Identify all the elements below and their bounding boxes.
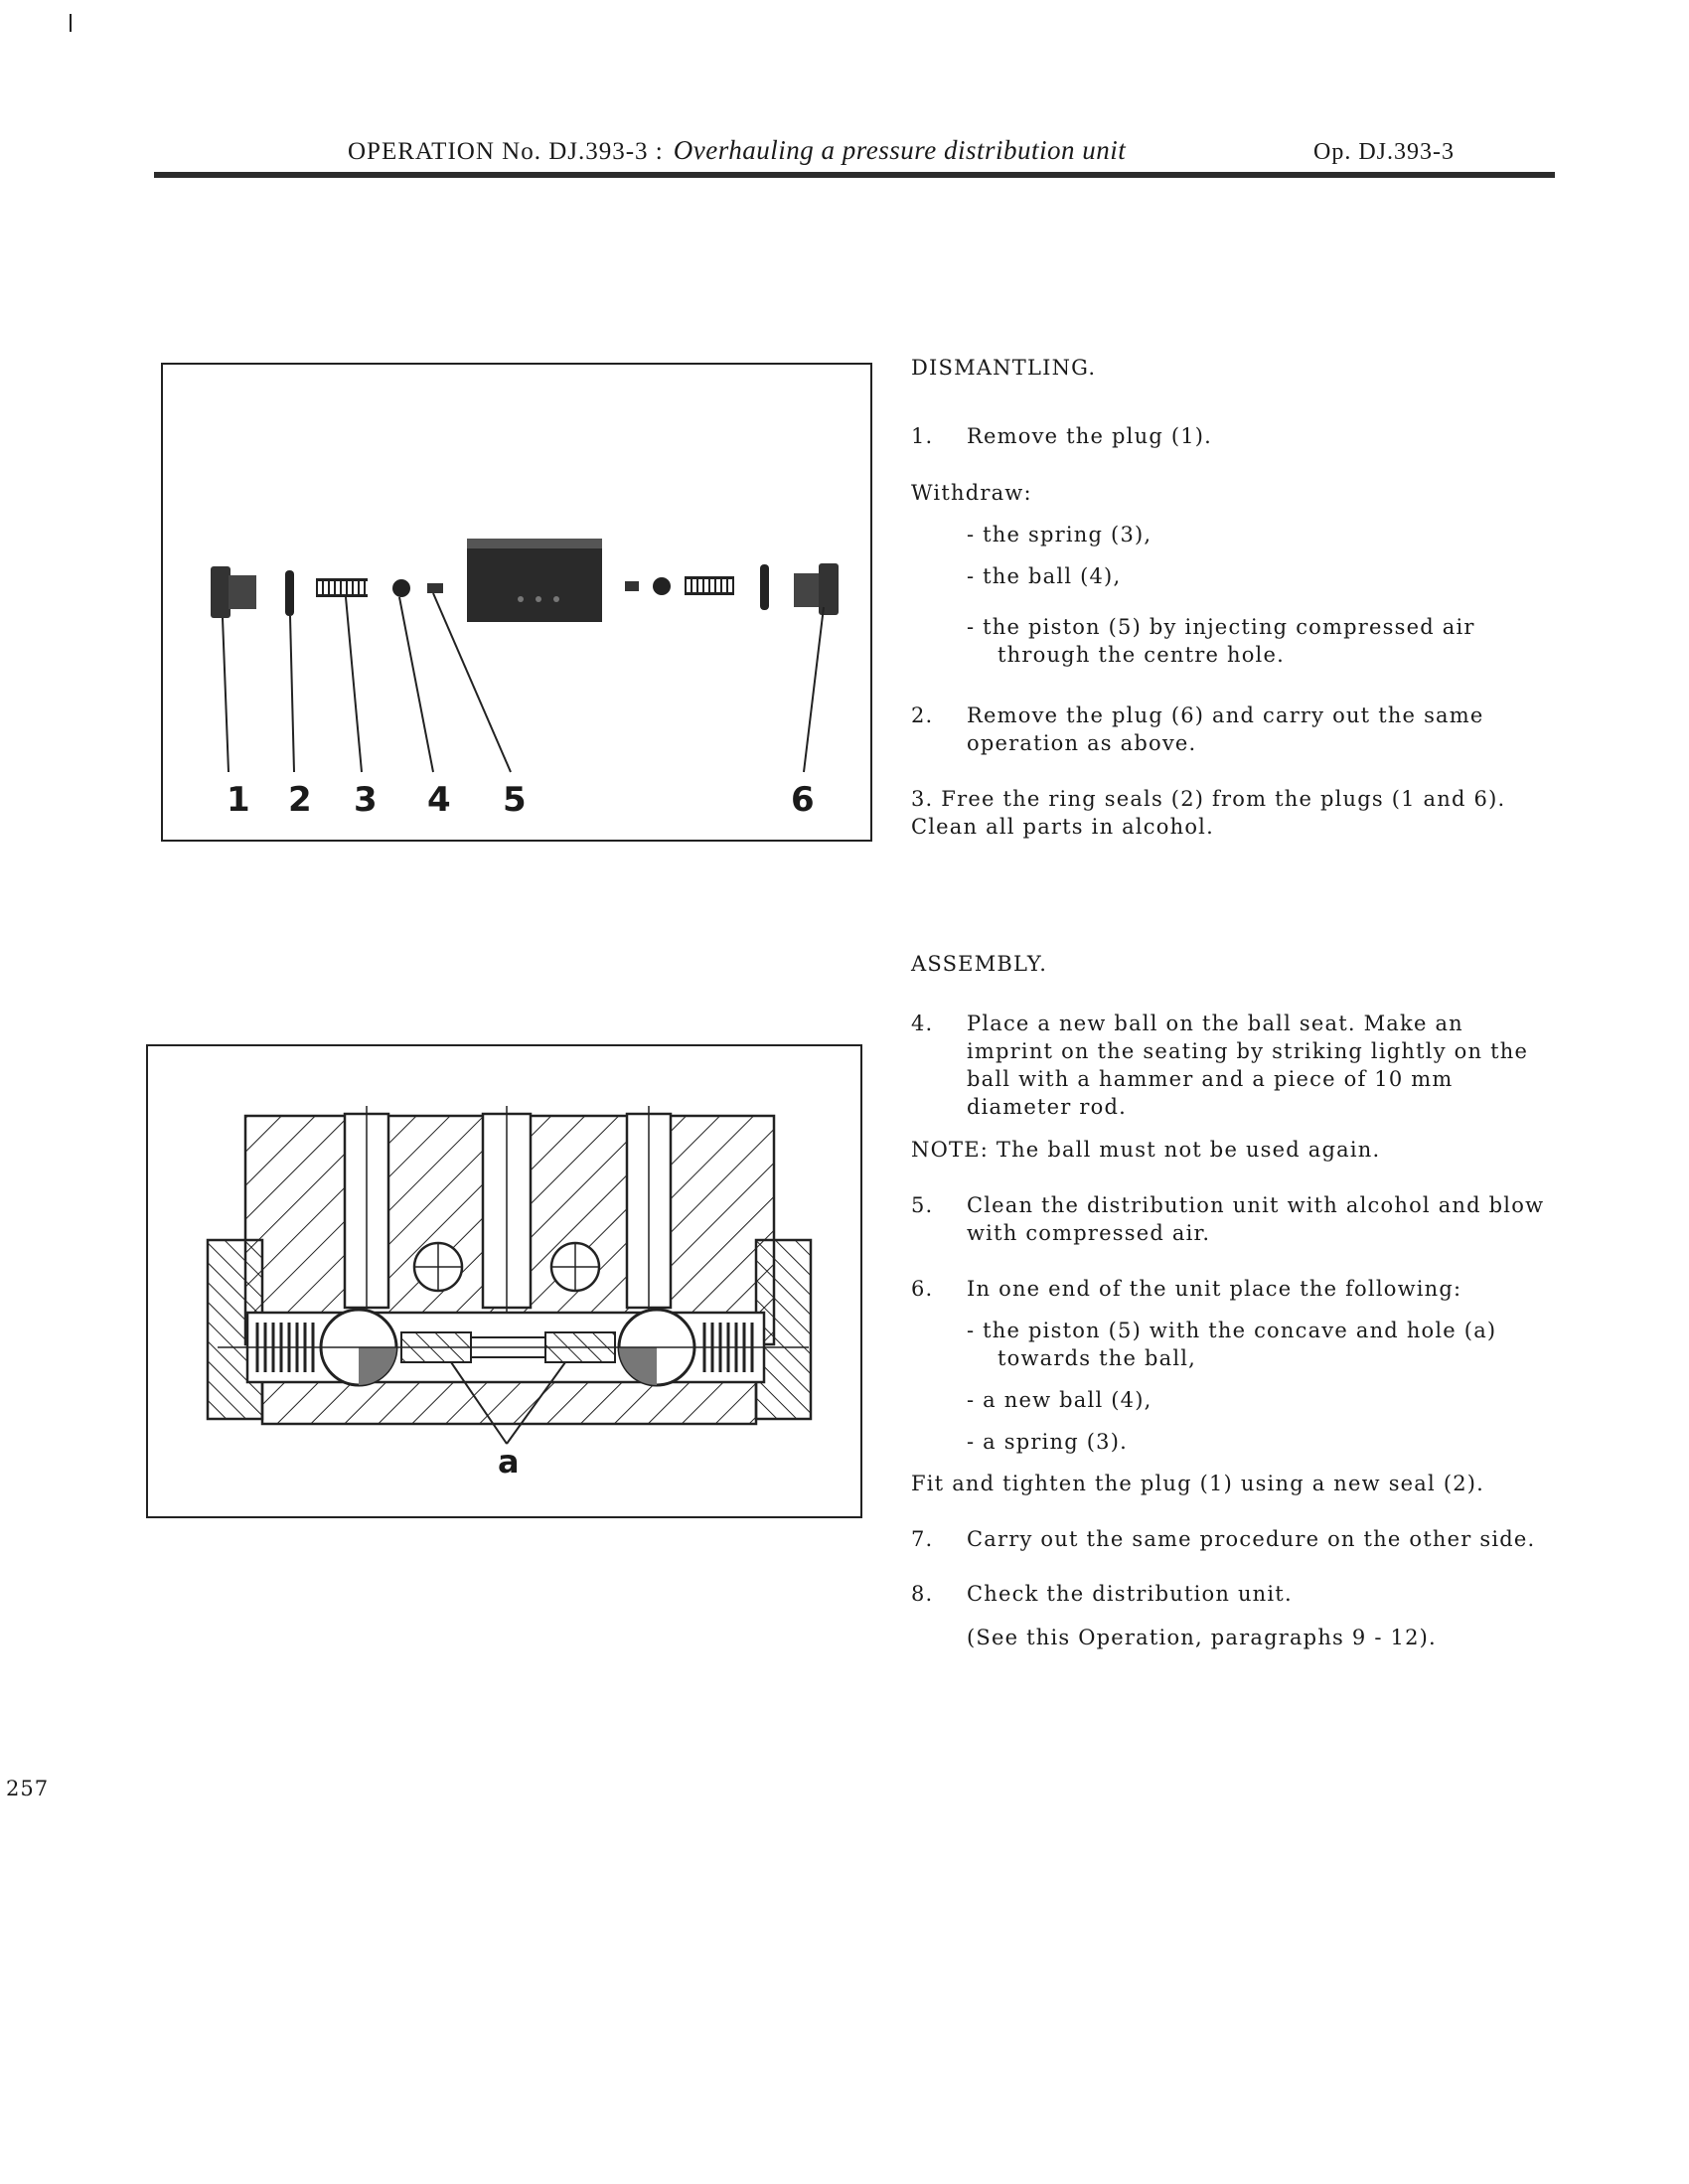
step-8-reference: (See this Operation, paragraphs 9 - 12). xyxy=(967,1626,1437,1649)
step-6-item-ball: - a new ball (4), xyxy=(967,1388,1152,1412)
withdraw-label: Withdraw: xyxy=(911,481,1032,505)
header-operation: OPERATION No. DJ.393-3 : xyxy=(348,138,664,165)
figure-label-a: a xyxy=(498,1443,520,1481)
fit-instruction: Fit and tighten the plug (1) using a new seal (2). xyxy=(911,1472,1485,1495)
step-4-line1: Place a new ball on the ball seat. Make an xyxy=(967,1012,1463,1035)
step-2-line2: operation as above. xyxy=(967,731,1197,755)
step-2-line1: Remove the plug (6) and carry out the same xyxy=(967,703,1484,727)
step-1-number: 1. xyxy=(911,424,934,448)
step-5-number: 5. xyxy=(911,1193,934,1217)
step-3-line1: 3. Free the ring seals (2) from the plugs (1 and 6). xyxy=(911,787,1506,811)
note: NOTE: The ball must not be used again. xyxy=(911,1138,1381,1162)
step-6-item-spring: - a spring (3). xyxy=(967,1430,1129,1454)
header-rule xyxy=(154,172,1555,178)
step-8-text: Check the distribution unit. xyxy=(967,1582,1293,1606)
part-label-4: 4 xyxy=(427,780,451,820)
step-4-line2: imprint on the seating by striking lightly on the xyxy=(967,1039,1529,1063)
step-3-line2: Clean all parts in alcohol. xyxy=(911,815,1214,839)
header-op-ref: Op. DJ.393-3 xyxy=(1313,139,1455,165)
step-2-number: 2. xyxy=(911,703,934,727)
step-7-number: 7. xyxy=(911,1527,934,1551)
step-6-text: In one end of the unit place the following: xyxy=(967,1277,1462,1301)
step-6-number: 6. xyxy=(911,1277,934,1301)
withdraw-item-ball: - the ball (4), xyxy=(967,564,1122,588)
step-5-line2: with compressed air. xyxy=(967,1221,1211,1245)
withdraw-item-piston-cont: through the centre hole. xyxy=(998,643,1285,667)
page-header xyxy=(348,135,1126,166)
exploded-parts-drawing xyxy=(163,365,870,840)
step-8-number: 8. xyxy=(911,1582,934,1606)
part-label-5: 5 xyxy=(503,780,527,820)
part-label-1: 1 xyxy=(227,780,250,820)
step-1-text: Remove the plug (1). xyxy=(967,424,1213,448)
part-label-6: 6 xyxy=(791,780,815,820)
step-4-number: 4. xyxy=(911,1012,934,1035)
step-7-text: Carry out the same procedure on the other side. xyxy=(967,1527,1536,1551)
header-title: Overhauling a pressure distribution unit xyxy=(673,135,1127,165)
heading-dismantling: DISMANTLING. xyxy=(911,356,1097,380)
figure-sectional-view xyxy=(146,1044,862,1518)
part-label-3: 3 xyxy=(354,780,378,820)
margin-mark xyxy=(70,14,72,32)
withdraw-item-spring: - the spring (3), xyxy=(967,523,1152,546)
heading-assembly: ASSEMBLY. xyxy=(911,952,1048,976)
figure-exploded-view xyxy=(161,363,872,842)
page-number: 257 xyxy=(6,1777,50,1800)
withdraw-item-piston: - the piston (5) by injecting compressed air xyxy=(967,615,1475,639)
step-4-line4: diameter rod. xyxy=(967,1095,1128,1119)
step-5-line1: Clean the distribution unit with alcohol and blow xyxy=(967,1193,1545,1217)
step-4-line3: ball with a hammer and a piece of 10 mm xyxy=(967,1067,1454,1091)
step-6-item-piston-cont: towards the ball, xyxy=(998,1346,1197,1370)
part-label-2: 2 xyxy=(288,780,312,820)
step-6-item-piston: - the piston (5) with the concave and hole (a) xyxy=(967,1319,1497,1342)
